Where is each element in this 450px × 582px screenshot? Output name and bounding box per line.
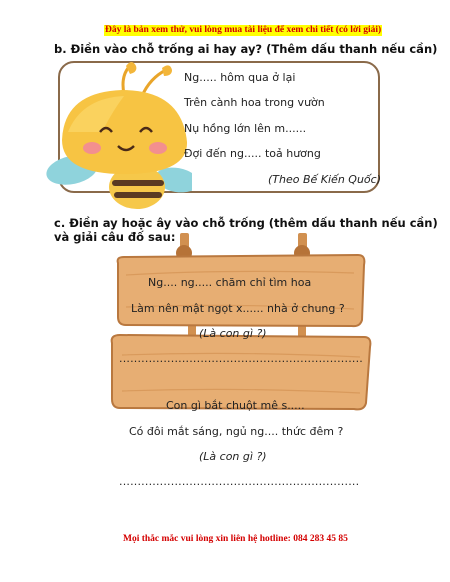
riddle-1-line-2: Làm nên mật ngọt x...... nhà ở chung ? [131, 302, 345, 315]
riddle-1-question: (Là con gì ?) [199, 327, 267, 340]
section-c-heading-line-1: c. Điền ay hoặc ây vào chỗ trống (thêm dấu thanh nếu cần) [54, 216, 438, 230]
riddle-2-line-1: Con gì bắt chuột mê s..... [166, 399, 305, 412]
riddle-1-line-1: Ng.... ng..... chăm chỉ tìm hoa [148, 276, 312, 289]
riddle-1-answer-line: .................................................................. [119, 352, 363, 365]
riddle-2-line-2: Có đôi mắt sáng, ngủ ng.... thức đêm ? [129, 425, 344, 438]
section-c-heading-line-2: và giải câu đố sau: [54, 230, 176, 244]
poem-line-4: Đợi đến ng..... toả hương [184, 147, 321, 160]
poem-line-1: Ng..... hôm qua ở lại [184, 71, 296, 84]
riddle-2-question: (Là con gì ?) [199, 450, 267, 463]
poem-source: (Theo Bế Kiến Quốc) [268, 173, 381, 186]
top-banner: Đây là bản xem thử, vui lòng mua tài liệu để xem chi tiết (có lời giải) [105, 25, 382, 35]
section-b-heading: b. Điền vào chỗ trống ai hay ay? (Thêm dấu thanh nếu cần) [54, 42, 438, 56]
poem-line-2: Trên cành hoa trong vườn [184, 96, 325, 109]
poem-line-3: Nụ hồng lớn lên m...... [184, 122, 307, 135]
wooden-sign-illustration [108, 225, 373, 415]
riddle-2-answer-line: ................................................................. [119, 475, 360, 488]
bee-illustration [42, 52, 192, 212]
bottom-banner: Mọi thắc mắc vui lòng xin liên hệ hotline: 084 283 45 85 [123, 534, 348, 544]
